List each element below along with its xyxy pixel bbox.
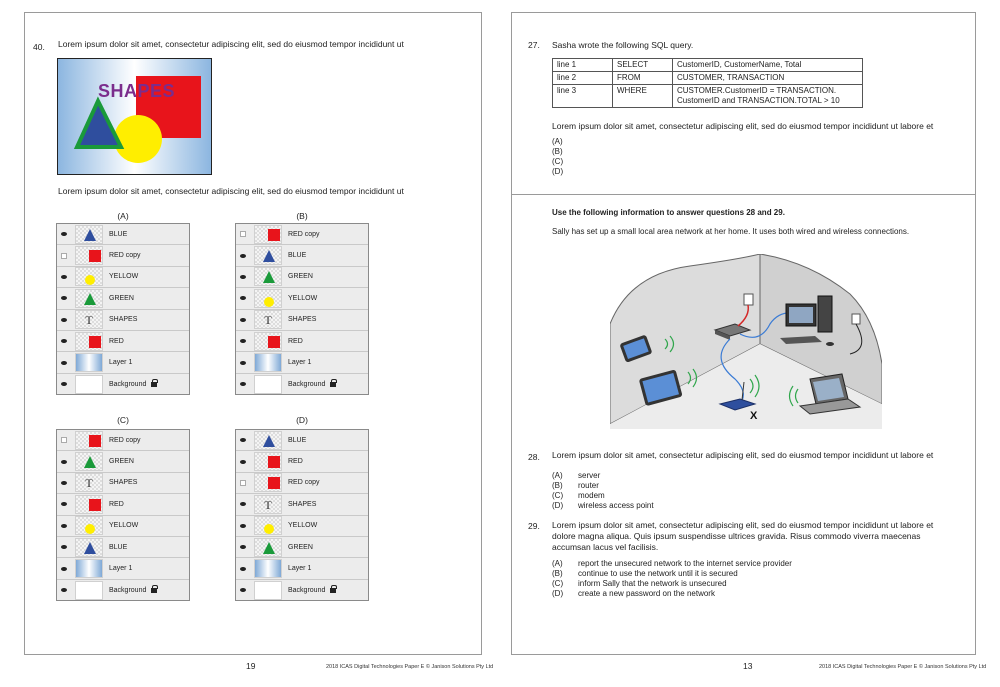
layer-thumbnail: T — [254, 310, 282, 329]
layer-name-text: Background — [109, 586, 147, 594]
shapes-drawing — [58, 59, 212, 175]
option-row — [552, 471, 654, 481]
table-row — [553, 85, 863, 108]
layer-name-text: BLUE — [109, 543, 128, 551]
q27-options — [552, 137, 563, 177]
layer-name — [288, 479, 320, 486]
layer-name — [109, 522, 138, 529]
eye-hidden-icon[interactable] — [57, 430, 71, 450]
option-row — [552, 481, 654, 491]
layer-row[interactable] — [236, 537, 368, 558]
info-text: Sally has set up a small local area network at her home. It uses both wired and wireless connections. — [552, 227, 910, 236]
eye-icon[interactable] — [236, 310, 250, 330]
sql-cell: line 2 — [553, 72, 613, 85]
q29-stem — [552, 520, 933, 553]
layer-thumbnail — [254, 246, 282, 265]
option-text: create a new password on the network — [578, 589, 715, 598]
option-letter: (B) — [552, 481, 563, 490]
eye-icon[interactable] — [236, 451, 250, 471]
yellow-circle-shape — [114, 115, 162, 163]
option-row — [552, 579, 792, 589]
layer-thumbnail — [254, 473, 282, 492]
blue-triangle-shape — [77, 101, 121, 147]
option-text: router — [578, 481, 599, 490]
figure-label-x: X — [750, 410, 758, 422]
sql-where-line-2: CustomerID and TRANSACTION.TOTAL > 10 — [677, 96, 840, 105]
eye-icon[interactable] — [57, 374, 71, 395]
layer-name — [288, 587, 336, 594]
option-a-label: (A) — [117, 211, 129, 221]
layer-thumbnail — [75, 375, 103, 394]
copyright-right: 2018 ICAS Digital Technologies Paper E © Janison Solutions Pty Ltd — [819, 664, 987, 670]
layer-row[interactable] — [236, 267, 368, 288]
eye-icon[interactable] — [57, 558, 71, 578]
layer-name — [288, 295, 317, 302]
layer-name — [288, 437, 306, 444]
sql-where-line-1: CUSTOMER.CustomerID = TRANSACTION. — [677, 86, 837, 95]
layer-name-text: RED copy — [288, 230, 320, 238]
eye-icon[interactable] — [236, 516, 250, 536]
left-page — [24, 12, 494, 671]
layer-thumbnail — [75, 581, 103, 600]
layer-thumbnail — [254, 375, 282, 394]
layer-name-text: RED copy — [288, 479, 320, 487]
layer-thumbnail — [254, 353, 282, 372]
q27-option: (B) — [552, 147, 563, 156]
layer-thumbnail — [75, 246, 103, 265]
q28-stem: Lorem ipsum dolor sit amet, consectetur adipiscing elit, sed do eiusmod tempor incididunt ut labore et — [552, 450, 934, 460]
layer-name-text: BLUE — [288, 252, 307, 260]
eye-icon[interactable] — [57, 516, 71, 536]
q29-stem-line: dolore magna aliqua. Quis ipsum suspendisse ultrices gravida. Risus commodo viverra maecenas — [552, 531, 921, 541]
option-row — [552, 569, 792, 579]
layer-name — [288, 252, 306, 259]
q29-stem-line: accumsan lacus vel facilisis. — [552, 542, 659, 552]
layer-name — [288, 316, 316, 323]
option-letter: (A) — [552, 471, 563, 480]
eye-icon[interactable] — [236, 494, 250, 514]
lock-icon — [151, 382, 157, 387]
eye-icon[interactable] — [236, 267, 250, 287]
monitor-screen — [789, 307, 813, 323]
layer-name-text: GREEN — [288, 273, 313, 281]
eye-icon[interactable] — [236, 580, 250, 601]
layer-name-text: YELLOW — [109, 273, 139, 281]
eye-icon[interactable] — [57, 310, 71, 330]
layer-thumbnail: T — [75, 473, 103, 492]
layer-thumbnail — [254, 332, 282, 351]
computer-tower-icon — [818, 296, 832, 332]
eye-icon[interactable] — [236, 245, 250, 265]
layer-name — [109, 565, 132, 572]
layer-thumbnail — [254, 516, 282, 535]
eye-icon[interactable] — [57, 473, 71, 493]
eye-icon[interactable] — [57, 331, 71, 351]
option-text: report the unsecured network to the internet service provider — [578, 559, 792, 568]
layer-name-text: Layer 1 — [109, 565, 133, 573]
layer-thumbnail — [75, 538, 103, 557]
q40-number: 40. — [33, 42, 45, 52]
layers-panel-b — [235, 223, 369, 395]
layer-name — [109, 338, 124, 345]
layer-row[interactable] — [236, 374, 368, 395]
layer-name-text: YELLOW — [288, 522, 318, 530]
eye-icon[interactable] — [57, 352, 71, 372]
option-row — [552, 589, 792, 599]
eye-icon[interactable] — [57, 288, 71, 308]
layer-name — [288, 544, 313, 551]
option-text: modem — [578, 491, 605, 500]
layer-thumbnail — [75, 332, 103, 351]
layer-name — [288, 338, 303, 345]
q29-number: 29. — [528, 521, 540, 531]
layer-name-text: RED copy — [109, 252, 141, 260]
layer-row[interactable] — [236, 558, 368, 579]
layer-thumbnail — [75, 431, 103, 450]
option-letter: (D) — [552, 501, 564, 510]
option-letter: (C) — [552, 491, 564, 500]
layer-thumbnail — [254, 289, 282, 308]
layer-thumbnail — [75, 559, 103, 578]
layer-row[interactable] — [57, 224, 189, 245]
option-row — [552, 491, 654, 501]
layer-name-text: RED — [109, 337, 124, 345]
lock-icon — [330, 588, 336, 593]
eye-icon[interactable] — [57, 451, 71, 471]
layer-row[interactable] — [236, 473, 368, 494]
layer-row[interactable] — [57, 430, 189, 451]
info-heading: Use the following information to answer questions 28 and 29. — [552, 208, 785, 217]
layer-row[interactable] — [236, 451, 368, 472]
option-letter: (A) — [552, 559, 563, 568]
layer-thumbnail — [75, 353, 103, 372]
layer-thumbnail — [254, 267, 282, 286]
layer-name — [288, 231, 320, 238]
layer-name-text: BLUE — [109, 230, 128, 238]
sql-cell — [673, 85, 863, 108]
layer-name-text: YELLOW — [288, 294, 318, 302]
layer-row[interactable] — [57, 558, 189, 579]
q27-option: (A) — [552, 137, 563, 146]
eye-icon[interactable] — [236, 331, 250, 351]
option-text: server — [578, 471, 601, 480]
layer-name — [109, 479, 137, 486]
lock-icon — [151, 588, 157, 593]
sql-cell: CustomerID, CustomerName, Total — [673, 59, 863, 72]
table-row — [553, 72, 863, 85]
layer-name-text: Layer 1 — [109, 359, 133, 367]
layer-thumbnail — [75, 452, 103, 471]
layer-thumbnail: T — [254, 495, 282, 514]
layer-thumbnail — [75, 267, 103, 286]
layer-name-text: GREEN — [109, 294, 134, 302]
layer-row[interactable] — [57, 352, 189, 373]
layer-name — [288, 458, 303, 465]
layers-panel-c — [56, 429, 190, 601]
sql-cell: line 1 — [553, 59, 613, 72]
layer-row[interactable] — [57, 580, 189, 601]
layer-name — [288, 565, 311, 572]
shapes-illustration — [57, 58, 212, 175]
layer-row[interactable] — [57, 267, 189, 288]
layer-row[interactable] — [236, 430, 368, 451]
section-divider — [512, 194, 975, 195]
layer-name — [109, 273, 138, 280]
layer-name — [109, 316, 137, 323]
layer-name-text: GREEN — [109, 458, 134, 466]
layer-row[interactable] — [57, 473, 189, 494]
layer-name — [109, 587, 157, 594]
layer-name-text: GREEN — [288, 543, 313, 551]
option-row — [552, 501, 654, 511]
layer-row[interactable] — [236, 310, 368, 331]
home-network-illustration — [610, 254, 882, 429]
option-b-label: (B) — [296, 211, 308, 221]
layer-name-text: Background — [288, 380, 326, 388]
layer-thumbnail — [75, 495, 103, 514]
layer-name-text: YELLOW — [109, 522, 139, 530]
layer-name — [109, 437, 141, 444]
layer-thumbnail — [254, 559, 282, 578]
q40-sub-stem: Lorem ipsum dolor sit amet, consectetur adipiscing elit, sed do eiusmod tempor incididunt ut — [58, 186, 404, 196]
option-letter: (C) — [552, 579, 564, 588]
option-d-label: (D) — [296, 415, 308, 425]
layer-name — [109, 231, 127, 238]
eye-icon[interactable] — [57, 267, 71, 287]
sql-cell: CUSTOMER, TRANSACTION — [673, 72, 863, 85]
wall-socket-icon — [744, 294, 753, 305]
option-text: continue to use the network until it is secured — [578, 569, 738, 578]
eye-hidden-icon[interactable] — [236, 224, 250, 244]
laptop-display — [813, 378, 844, 401]
layer-name-text: Layer 1 — [288, 565, 312, 573]
option-text: wireless access point — [578, 501, 654, 510]
layer-name-text: Background — [288, 586, 326, 594]
layer-thumbnail — [75, 289, 103, 308]
layers-panel-a — [56, 223, 190, 395]
layer-row[interactable] — [236, 494, 368, 515]
q28-options — [552, 471, 654, 511]
eye-hidden-icon[interactable] — [236, 473, 250, 493]
eye-hidden-icon[interactable] — [57, 245, 71, 265]
sql-cell: WHERE — [613, 85, 673, 108]
sql-cell: line 3 — [553, 85, 613, 108]
layers-panel-d — [235, 429, 369, 601]
copyright-left: 2018 ICAS Digital Technologies Paper E © Janison Solutions Pty Ltd — [326, 664, 494, 670]
layer-name-text: Layer 1 — [288, 359, 312, 367]
table-row — [553, 59, 863, 72]
sql-query-table — [552, 58, 863, 108]
q29-stem-line: Lorem ipsum dolor sit amet, consectetur adipiscing elit, sed do eiusmod tempor incididunt ut labore et — [552, 520, 934, 530]
layer-thumbnail — [254, 431, 282, 450]
layer-name-text: RED — [109, 500, 124, 508]
page-number-left: 19 — [246, 661, 256, 671]
layer-name-text: SHAPES — [288, 500, 317, 508]
layer-name-text: SHAPES — [288, 316, 317, 324]
layer-row[interactable] — [236, 288, 368, 309]
layer-row[interactable] — [236, 245, 368, 266]
layer-name-text: RED — [288, 337, 303, 345]
layer-name-text: SHAPES — [109, 479, 138, 487]
network-drawing — [610, 254, 882, 429]
layer-thumbnail: T — [75, 310, 103, 329]
layer-row[interactable] — [57, 310, 189, 331]
right-page — [511, 12, 987, 671]
power-socket-icon — [852, 314, 860, 324]
layer-name — [109, 295, 134, 302]
eye-icon[interactable] — [236, 352, 250, 372]
layer-row[interactable] — [57, 288, 189, 309]
layer-row[interactable] — [57, 537, 189, 558]
q29-options — [552, 559, 792, 599]
layer-row[interactable] — [236, 331, 368, 352]
layer-name-text: SHAPES — [109, 316, 138, 324]
layer-row[interactable] — [57, 374, 189, 395]
sql-cell: FROM — [613, 72, 673, 85]
option-row — [552, 559, 792, 569]
eye-icon[interactable] — [236, 537, 250, 557]
layer-thumbnail — [254, 452, 282, 471]
eye-icon[interactable] — [57, 537, 71, 557]
page-number-right: 13 — [743, 661, 753, 671]
layer-name — [288, 501, 316, 508]
eye-icon[interactable] — [57, 494, 71, 514]
layer-row[interactable] — [236, 516, 368, 537]
layer-name-text: BLUE — [288, 436, 307, 444]
layer-name — [288, 273, 313, 280]
q27-option: (D) — [552, 167, 564, 176]
layer-thumbnail — [254, 581, 282, 600]
layer-row[interactable] — [236, 224, 368, 245]
q27-option: (C) — [552, 157, 564, 166]
eye-icon[interactable] — [236, 558, 250, 578]
layer-row[interactable] — [57, 494, 189, 515]
layer-name — [109, 381, 157, 388]
layer-name — [109, 458, 134, 465]
option-text: inform Sally that the network is unsecured — [578, 579, 727, 588]
layer-name — [109, 544, 127, 551]
layer-name — [288, 359, 311, 366]
mouse-icon — [826, 342, 834, 346]
layer-name — [109, 359, 132, 366]
q28-number: 28. — [528, 452, 540, 462]
q40-stem: Lorem ipsum dolor sit amet, consectetur adipiscing elit, sed do eiusmod tempor incididunt ut — [58, 39, 404, 49]
q27-stem: Sasha wrote the following SQL query. — [552, 40, 694, 50]
layer-thumbnail — [75, 516, 103, 535]
layer-name-text: RED copy — [109, 436, 141, 444]
eye-icon[interactable] — [236, 288, 250, 308]
lock-icon — [330, 382, 336, 387]
option-c-label: (C) — [117, 415, 129, 425]
eye-icon[interactable] — [236, 430, 250, 450]
layer-name-text: Background — [109, 380, 147, 388]
layer-row[interactable] — [57, 451, 189, 472]
layer-thumbnail — [75, 225, 103, 244]
layer-name — [109, 252, 141, 259]
layer-name-text: RED — [288, 458, 303, 466]
sql-cell: SELECT — [613, 59, 673, 72]
option-letter: (B) — [552, 569, 563, 578]
layer-row[interactable] — [236, 580, 368, 601]
q27-number: 27. — [528, 40, 540, 50]
layer-thumbnail — [254, 225, 282, 244]
layer-thumbnail — [254, 538, 282, 557]
option-letter: (D) — [552, 589, 564, 598]
layer-name — [288, 522, 317, 529]
q27-question: Lorem ipsum dolor sit amet, consectetur adipiscing elit, sed do eiusmod tempor incididunt ut labore et — [552, 121, 934, 131]
layer-row[interactable] — [57, 331, 189, 352]
layer-name — [109, 501, 124, 508]
layer-name — [288, 381, 336, 388]
layer-row[interactable] — [57, 516, 189, 537]
layer-row[interactable] — [236, 352, 368, 373]
eye-icon[interactable] — [57, 224, 71, 244]
eye-icon[interactable] — [236, 374, 250, 395]
eye-icon[interactable] — [57, 580, 71, 601]
layer-row[interactable] — [57, 245, 189, 266]
shapes-text: SHAPES — [98, 81, 176, 101]
